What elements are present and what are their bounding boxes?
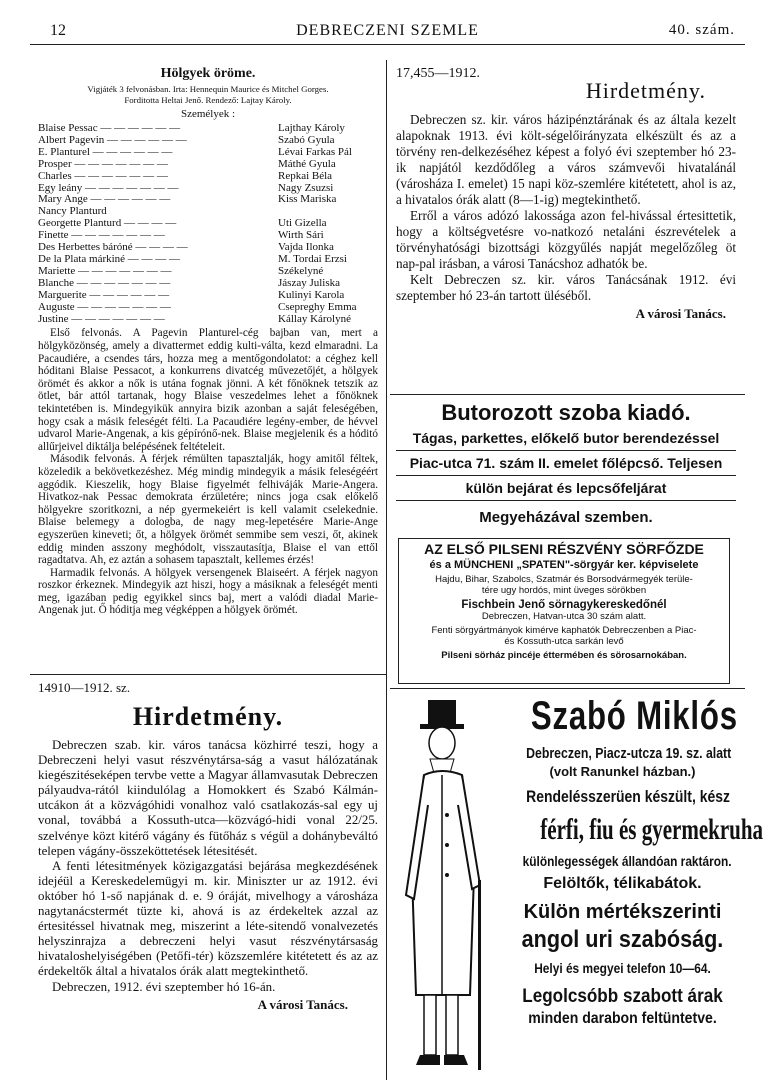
cast-role: Prosper — — — — — — — (38, 158, 168, 170)
cast-row (38, 171, 378, 183)
notice-body (38, 738, 378, 995)
budget-notice-title: Hirdetmény. (585, 78, 706, 103)
play-review (38, 62, 378, 617)
cast-actor: Csepreghy Emma (278, 300, 357, 313)
tailor-line: Felöltők, télikabátok. (543, 875, 702, 892)
notice-title: Hirdetmény. (132, 702, 284, 731)
beer-ad-headline: AZ ELSŐ PILSENI RÉSZVÉNY SÖRFŐZDE (424, 541, 704, 557)
cast-actor: Székelyné (278, 264, 324, 277)
cast-row (38, 147, 378, 159)
section-rule (30, 674, 386, 675)
issue-number: 40. szám. (668, 22, 735, 38)
cast-role: Georgette Planturd — — — — (38, 218, 177, 230)
beer-ad-merchant: Fischbein Jenő sörnagykereskedőnél (461, 599, 667, 611)
beer-ad-line: Fenti sörgyártmányok kimérve kaphatók Debreczenben a Piac- (431, 625, 697, 636)
beer-ad-line: és a MÜNCHENI „SPATEN"-sörgyár ker. képviselete (429, 559, 699, 571)
cast-role: Auguste — — — — — — — (38, 301, 171, 313)
cast-role: Egy leány — — — — — — — (38, 182, 179, 194)
room-ad (396, 400, 736, 526)
cast-row (38, 159, 378, 171)
cast-row (38, 290, 378, 302)
cast-heading: Személyek : (180, 108, 236, 120)
cast-actor: Kulinyi Karola (278, 288, 345, 301)
cast-role: Albert Pagevin — — — — — — (38, 134, 187, 146)
cast-row (38, 314, 378, 326)
beer-ad-line: Debreczen, Hatvan-utca 30 szám alatt. (481, 611, 647, 622)
page-header (30, 22, 745, 46)
cast-role: E. Planturel — — — — — — (38, 146, 173, 158)
cast-row (38, 218, 378, 230)
beer-ad-line: tére ugy hordós, mint üveges sörökben (481, 585, 647, 596)
room-ad-line: Megyeházával szemben. (479, 509, 653, 526)
cast-actor: Kiss Mariska (278, 193, 337, 206)
cast-row (38, 302, 378, 314)
tailor-line: Külön mértékszerinti (523, 901, 722, 923)
act-two: Második felvonás. A férjek rémülten tapasztalják, hogy amitől féltek, közeledik a bekövetkezéshez. Még mindig mindegyik a másik feleségéért aggódik. Kieszelik, hogy Blaise figyelmét felhiváják Marie-Angera. Hivatkoz-nak Pessac demokrata érzületére; nincs joga csak előkelő hölgyekre szoritkozni, a nép gyermekeiért is kell valamit cselekednie. Blaise belemegy a dologba, de nagy meg-lepetésére Marie-Ange egyszerüen kineveti; őt, a hölgyek örömét semmibe sem veszi, őt, akinek eddig minden asszony meghódolt, visszautasítja, Blaise el van ettől ragadtatva. Ah, ez aztán a sohasem tapasztalt, kellemes érzés! (38, 453, 378, 567)
cast-role: De la Plata márkiné — — — — (38, 253, 181, 265)
budget-notice-body (396, 112, 736, 304)
cast-actor: Kállay Károlyné (278, 312, 351, 325)
cast-actor: Wirth Sári (278, 229, 324, 242)
budget-paragraph: Debreczen sz. kir. város házipénztárának és az általa kezelt alapoknak 1913. évi költ-ségelőirányzata elkészült és az a törvény ren-delkezéséhez képest a folyó évi szeptember hó 23-ik napjától kezdődőleg a város számvevői hivatalánál (városháza I. emelet) 15 napi köz-szemlére kitétetett, ahol is az, a hivatalos órák alatt (8—1-ig) megtekinthető. (396, 112, 736, 207)
cast-role: Finette — — — — — — — (38, 230, 165, 242)
tailor-ad (505, 694, 764, 1028)
play-summary (38, 327, 378, 617)
room-ad-headline: Butorozott szoba kiadó. (441, 400, 691, 425)
tailor-previous: (volt Ranunkel házban.) (549, 764, 696, 779)
cast-role: Mariette — — — — — — — (38, 265, 172, 277)
header-rule (30, 44, 745, 45)
tailor-line: Rendelésszerüen készült, kész (526, 787, 730, 806)
notice-date: Debreczen, 1912. évi szeptember hó 16-án. (52, 979, 276, 994)
ad-rule (396, 450, 736, 451)
cast-role: Marguerite — — — — — — (38, 289, 170, 301)
ad-rule (396, 500, 736, 501)
cast-actor: M. Tordai Erzsi (278, 252, 347, 265)
cast-actor: Lajthay Károly (278, 122, 345, 134)
cast-role: Des Herbettes báróné — — — — (38, 242, 188, 254)
budget-notice-ref: 17,455—1912. (396, 66, 480, 81)
play-credits: Vigjáték 3 felvonásban. Irta: Hennequin Maurice és Mitchel Gorges. (87, 84, 329, 94)
cast-row (38, 266, 378, 278)
cast-actor: Lévai Farkas Pál (278, 145, 352, 158)
play-title: Hölgyek öröme. (160, 66, 256, 81)
beer-ad (398, 538, 730, 684)
cast-actor: Uti Gizella (278, 217, 327, 230)
budget-signature: A városi Tanács. (635, 306, 726, 321)
tailor-phone: Helyi és megyei telefon 10—64. (534, 960, 711, 976)
section-rule (390, 394, 745, 395)
play-credits-2: Forditotta Heltai Jenő. Rendező: Lajtay Károly. (124, 95, 292, 105)
gentleman-illustration (400, 695, 500, 1085)
beer-ad-line: és Kossuth-utca sarkán levő (504, 636, 624, 647)
budget-paragraph: Erről a város adózó lakossága azon fel-hivással értesittetik, hogy a költségvetésre vo-natkozó netaláni észrevételek a törvényhatósági bizottsági közgyűlés napját megelőzőleg öt nap-pal irásban, a városi Tanácshoz adhatók be. (396, 208, 736, 271)
tailor-line: különlegességek állandóan raktáron. (522, 853, 732, 869)
gentleman-illustration-svg (400, 695, 500, 1085)
beer-ad-line: Hajdu, Bihar, Szabolcs, Szatmár és Borsodvármegyék terüle- (435, 574, 693, 585)
cast-actor: Vajda Ilonka (278, 241, 334, 254)
budget-notice (396, 66, 736, 322)
notice-ref: 14910—1912. sz. (38, 680, 131, 695)
section-rule (390, 688, 745, 689)
tailor-line: angol uri szabóság. (521, 926, 724, 953)
notice-rail (38, 680, 378, 1013)
tailor-line: Legolcsóbb szabott árak (522, 986, 723, 1007)
tailor-line: minden darabon feltüntetve. (528, 1010, 717, 1027)
notice-signature: A városi Tanács. (257, 996, 348, 1012)
cast-role: Blaise Pessac — — — — — — (38, 123, 181, 134)
cast-role: Nancy Planturd (38, 206, 107, 218)
cast-role: Justine — — — — — — — (38, 313, 165, 325)
notice-paragraph: Debreczen szab. kir. város tanácsa közhirré teszi, hogy a Debreczeni helyi vasut részvénytársa-ság a vasut hálózatának kiegészitéseképen tervbe vette a Magyar államvasutak Debreczen pályaudva-rától kiindulólag a Homokkert és Szabó Kálmán-utcákon át a közvágóhidi vonalhoz való csatlakozás-sal egy uj vonal, továbbá a Kossuth-utca—közvágó-hidi vonal 22/25. szelvénye közt kitérő vágány és fütőház s végül a dohánybeváltó telepen vágány-összeköttetések létesitését. (38, 738, 378, 858)
cast-row (38, 206, 378, 218)
room-ad-line: Tágas, parkettes, előkelő butor berendezéssel (412, 430, 720, 446)
act-one: Első felvonás. A Pagevin Planturel-cég bajban van, mert a hölgyközönség, amely a divatterme​t eddig kulti-válta, kezd elmaradni. La Pacaudiére, a csendes társ, hozza meg a mentőgondolatot: a céghez kell hóditani Blaise Pessacot, a konkurrens divatcég művezetőjét, a hölgyek örömét és akkor a nők is utána fognak jönni. A két főnöknek tetszik az ötlet, bár attól tartanak, hogy Blaise veszedelmes lehet a főnöknek tekintetében is. Mindegyikük annyira bizik azonban a saját feleségében, hogy csak a másik feleségét félti. La Pacaudiére legény-ember, de hévvel udvarol Marie-Angenak, a kis gépírónő-nek. Blaise megjelenik és a hóditó allűrjeivel diktálja belépésének feltételeit. (38, 327, 378, 453)
cast-role: Mary Ange — — — — — — (38, 194, 171, 206)
cast-row (38, 194, 378, 206)
cast-list (38, 123, 378, 325)
tailor-line: férfi, fiu és gyermekruha (540, 813, 764, 846)
cast-row (38, 254, 378, 266)
cast-actor: Repkai Béla (278, 169, 333, 182)
act-three: Harmadik felvonás. A hölgyek versengenek Blaiseért. A férjek nagyon roszkor érkeznek. Mindegyik azt hiszi, hogy a másiknak a feleségét menti meg, igazában pedig egyikkel sincs baj, mert a valódi diadal Marie-Angenak jut. Ő hóditja meg végképpen a hölgyek örömét. (38, 566, 378, 617)
room-ad-line: Piac-utca 71. szám II. emelet főlépcső. Teljesen (409, 455, 723, 471)
cast-actor: Jászay Juliska (278, 276, 341, 289)
budget-paragraph: Kelt Debreczen sz. kir. város Tanácsának 1912. évi szeptember hó 23-án tartott üléséből. (396, 272, 736, 303)
cast-actor: Szabó Gyula (278, 133, 335, 146)
notice-paragraph: A fenti létesitmények közigazgatási bejárása megkezdésének idejéül a Kereskedelemügyi m. kir. Miniszter ur az 1912. évi október hó 1-ső napjának d. e. 9 óráját, mivelhogy a városháza nagytanácstermét tüzte ki, ahová is az érdekeltek azzal az értesitéssel hivatnak meg, miszerint a léte-sitendő vonalvezetés helyszinrajza a debreczeni helyi vasut részvénytársaság hivataloshelyiségében (Petőfi-tér) közszemlére kitétetett és az az érdekeltők által a hivatalos órák alatt megtekinthető. (38, 858, 378, 979)
page-number: 12 (50, 22, 66, 39)
room-ad-line: külön bejárat és lepcsőfeljárat (465, 480, 667, 496)
cast-role: Blanche — — — — — — — (38, 277, 171, 289)
cast-actor: Máthé Gyula (278, 157, 336, 170)
journal-title: DEBRECZENI SZEMLE (296, 22, 479, 39)
column-divider (386, 60, 387, 1080)
tailor-name: Szabó Miklós (530, 694, 738, 738)
cast-role: Charles — — — — — — — (38, 170, 168, 182)
beer-ad-line: Pilseni sörház pincéje éttermében és sörosarnokában. (441, 650, 687, 661)
cast-row (38, 278, 378, 290)
cast-actor: Nagy Zsuzsi (278, 181, 334, 194)
tailor-address: Debreczen, Piacz-utcza 19. sz. alatt (526, 745, 732, 762)
ad-rule (396, 475, 736, 476)
